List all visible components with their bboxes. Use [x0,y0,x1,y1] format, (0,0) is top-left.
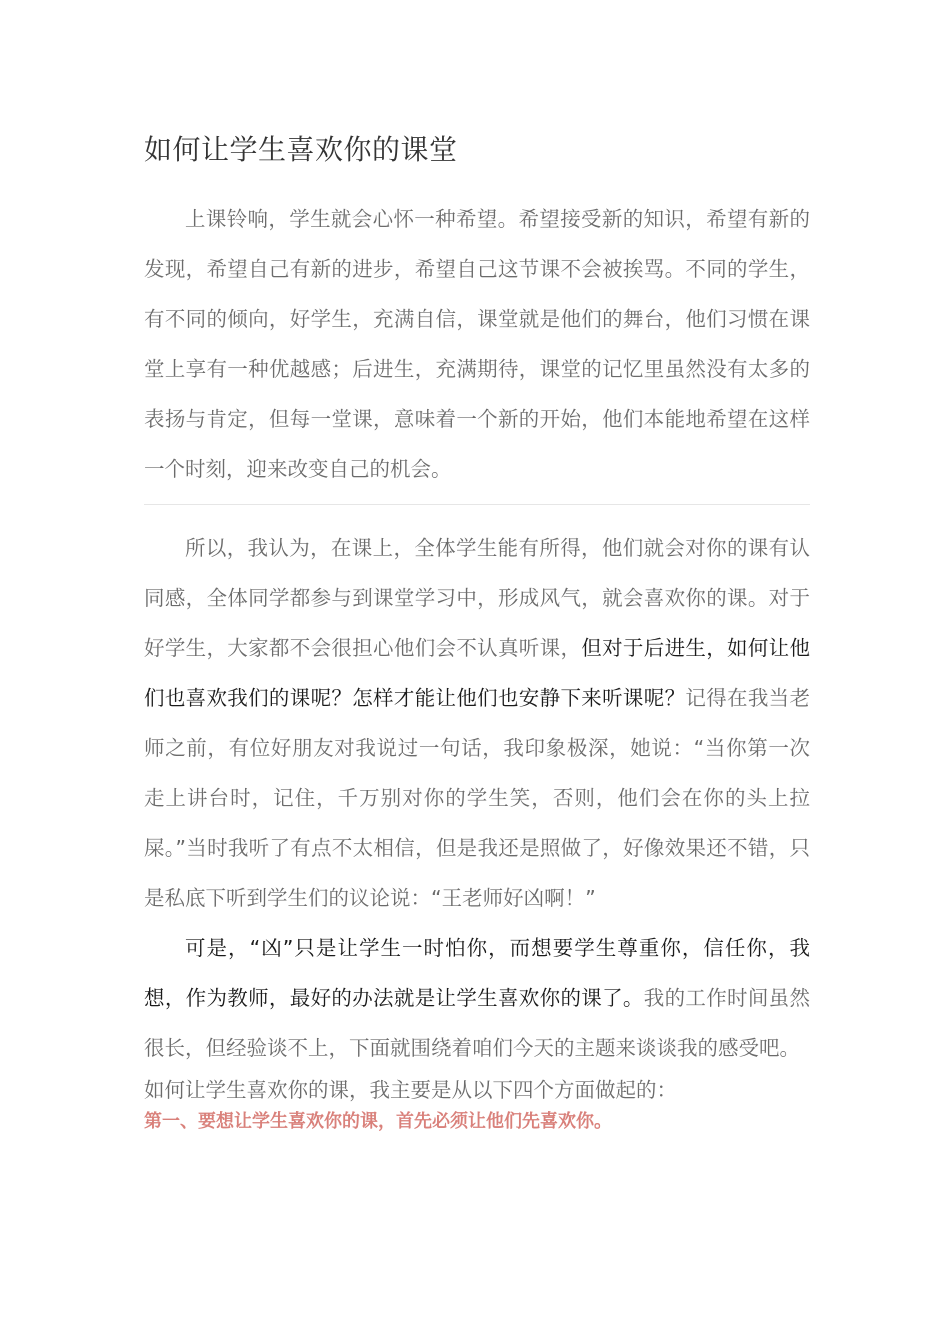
section-heading-1: 第一、要想让学生喜欢你的课，首先必须让他们先喜欢你。 [144,1111,612,1132]
paragraph-2-part-a: 所以，我认为，在课上，全体学生能有所得，他们就会对你的课有认同感，全体同学都参与到课堂学习中，形成风气，就会喜欢你的课。对于好学生，大家都不会很担心他们会不认真听课， [144,536,810,660]
divider [144,504,810,505]
paragraph-2 [144,523,810,923]
paragraph-3-part-b: 我的工作时间虽然很长，但经验谈不上，下面就围绕着咱们今天的主题来谈谈我的感受吧。 [144,986,811,1060]
paragraph-2-emphasis: 但对于后进生，如何让他们也喜欢我们的课呢？怎样才能让他们也安静下来听课呢？ [144,636,811,710]
paragraph-1: 上课铃响，学生就会心怀一种希望。希望接受新的知识，希望有新的发现，希望自己有新的进步，希望自己这节课不会被挨骂。不同的学生，有不同的倾向，好学生，充满自信，课堂就是他们的舞台，他们习惯在课堂上享有一种优越感；后进生，充满期待，课堂的记忆里虽然没有太多的表扬与肯定，但每一堂课，意味着一个新的开始，他们本能地希望在这样一个时刻，迎来改变自己的机会。 [144,207,810,481]
article-title: 如何让学生喜欢你的课堂 [144,133,458,166]
paragraph-3-emphasis: 可是，“凶”只是让学生一时怕你，而想要学生尊重你，信任你，我想，作为教师，最好的办法就是让学生喜欢你的课了。 [144,936,810,1010]
paragraph-2-part-c: 记得在我当老师之前，有位好朋友对我说过一句话，我印象极深，她说：“当你第一次走上讲台时，记住，千万别对你的学生笑，否则，他们会在你的头上拉屎。”当时我听了有点不太相信，但是我还是照做了，好像效果还不错，只是私底下听到学生们的议论说：“王老师好凶啊！” [144,686,811,910]
paragraph-3 [144,923,810,1073]
article [144,128,810,1137]
paragraph-4: 如何让学生喜欢你的课，我主要是从以下四个方面做起的： [144,1078,677,1102]
